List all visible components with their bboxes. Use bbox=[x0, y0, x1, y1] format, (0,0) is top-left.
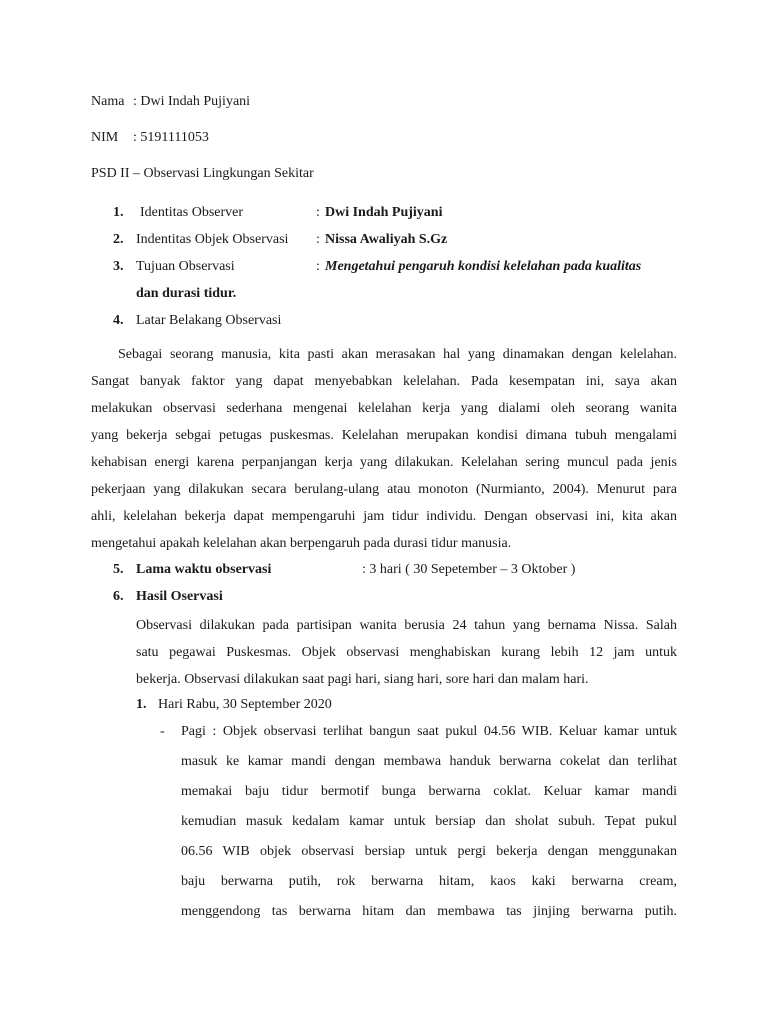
item-label: Latar Belakang Observasi bbox=[136, 313, 282, 328]
item-colon: : bbox=[316, 205, 320, 220]
item-colon: : bbox=[316, 232, 320, 247]
item-label: Lama waktu observasi bbox=[136, 562, 272, 577]
item-number: 2. bbox=[113, 232, 124, 247]
item-label: Identitas Observer bbox=[140, 205, 244, 220]
item-value: Mengetahui pengaruh kondisi kelelahan pada kualitas bbox=[325, 259, 642, 274]
item-value: Nissa Awaliyah S.Gz bbox=[325, 232, 448, 247]
item-label: Tujuan Observasi bbox=[136, 259, 235, 274]
observation-line: masuk ke kamar mandi dengan membawa handuk berwarna cokelat dan terlihat bbox=[181, 754, 677, 769]
item-number: 4. bbox=[113, 313, 124, 328]
paragraph-line: kehabisan energi karena perpanjangan kerja yang dilakukan. Kelelahan sering muncul pada jenis bbox=[91, 455, 677, 470]
paragraph-line: ahli, kelelahan bekerja dapat mempengaruhi jam tidur individu. Dengan observasi ini, kita akan bbox=[91, 509, 677, 524]
item-colon: : bbox=[316, 259, 320, 274]
paragraph-line: Observasi dilakukan pada partisipan wanita berusia 24 tahun yang bernama Nissa. Salah bbox=[136, 618, 677, 633]
paragraph-line: melakukan observasi sederhana mengenai kelelahan kerja yang dialami oleh seorang wanita bbox=[91, 401, 677, 416]
observation-line: memakai baju tidur bermotif bunga berwarna coklat. Keluar kamar mandi bbox=[181, 784, 677, 799]
item-label: Hasil Oservasi bbox=[136, 589, 223, 604]
day-label: Hari Rabu, 30 September 2020 bbox=[158, 697, 332, 712]
observation-line: kemudian masuk kedalam kamar untuk bersiap dan sholat subuh. Tepat pukul bbox=[181, 814, 677, 829]
course-title: PSD II – Observasi Lingkungan Sekitar bbox=[91, 166, 314, 181]
nim-label: NIM bbox=[91, 130, 119, 145]
item-label: Indentitas Objek Observasi bbox=[136, 232, 289, 247]
paragraph-line: Sangat banyak faktor yang dapat menyebabkan kelelahan. Pada kesempatan ini, saya akan bbox=[91, 374, 677, 389]
list-dash: - bbox=[160, 724, 165, 739]
paragraph-line: satu pegawai Puskesmas. Objek observasi menghabiskan kurang lebih 12 jam untuk bbox=[136, 645, 677, 660]
nama-value: : Dwi Indah Pujiyani bbox=[133, 94, 251, 109]
item-value: Dwi Indah Pujiyani bbox=[325, 205, 443, 220]
item-value-continued: dan durasi tidur. bbox=[136, 286, 237, 301]
paragraph-line: mengetahui apakah kelelahan akan berpengaruh pada durasi tidur manusia. bbox=[91, 536, 512, 551]
paragraph-line: yang bekerja sebgai petugas puskesmas. Kelelahan merupakan kondisi dimana tubuh mengalami bbox=[91, 428, 677, 443]
item-value: : 3 hari ( 30 Sepetember – 3 Oktober ) bbox=[362, 562, 576, 577]
observation-line: 06.56 WIB objek observasi bersiap untuk pergi bekerja dengan menggunakan bbox=[181, 844, 677, 859]
nim-value: : 5191111053 bbox=[133, 130, 209, 145]
item-number: 6. bbox=[113, 589, 124, 604]
day-number: 1. bbox=[136, 697, 147, 712]
paragraph-line: pekerjaan yang dilakukan secara berulang-ulang atau monoton (Nurmianto, 2004). Menurut para bbox=[91, 482, 677, 497]
paragraph-line: Sebagai seorang manusia, kita pasti akan merasakan hal yang dinamakan dengan kelelahan. bbox=[118, 347, 677, 362]
item-number: 5. bbox=[113, 562, 124, 577]
item-number: 1. bbox=[113, 205, 124, 220]
nama-label: Nama bbox=[91, 94, 125, 109]
paragraph-line: bekerja. Observasi dilakukan saat pagi hari, siang hari, sore hari dan malam hari. bbox=[136, 672, 589, 687]
observation-line: menggendong tas berwarna hitam dan membawa tas jinjing berwarna putih. bbox=[181, 904, 677, 919]
observation-line: Pagi : Objek observasi terlihat bangun saat pukul 04.56 WIB. Keluar kamar untuk bbox=[181, 724, 677, 739]
item-number: 3. bbox=[113, 259, 124, 274]
observation-line: baju berwarna putih, rok berwarna hitam, kaos kaki berwarna cream, bbox=[181, 874, 677, 889]
